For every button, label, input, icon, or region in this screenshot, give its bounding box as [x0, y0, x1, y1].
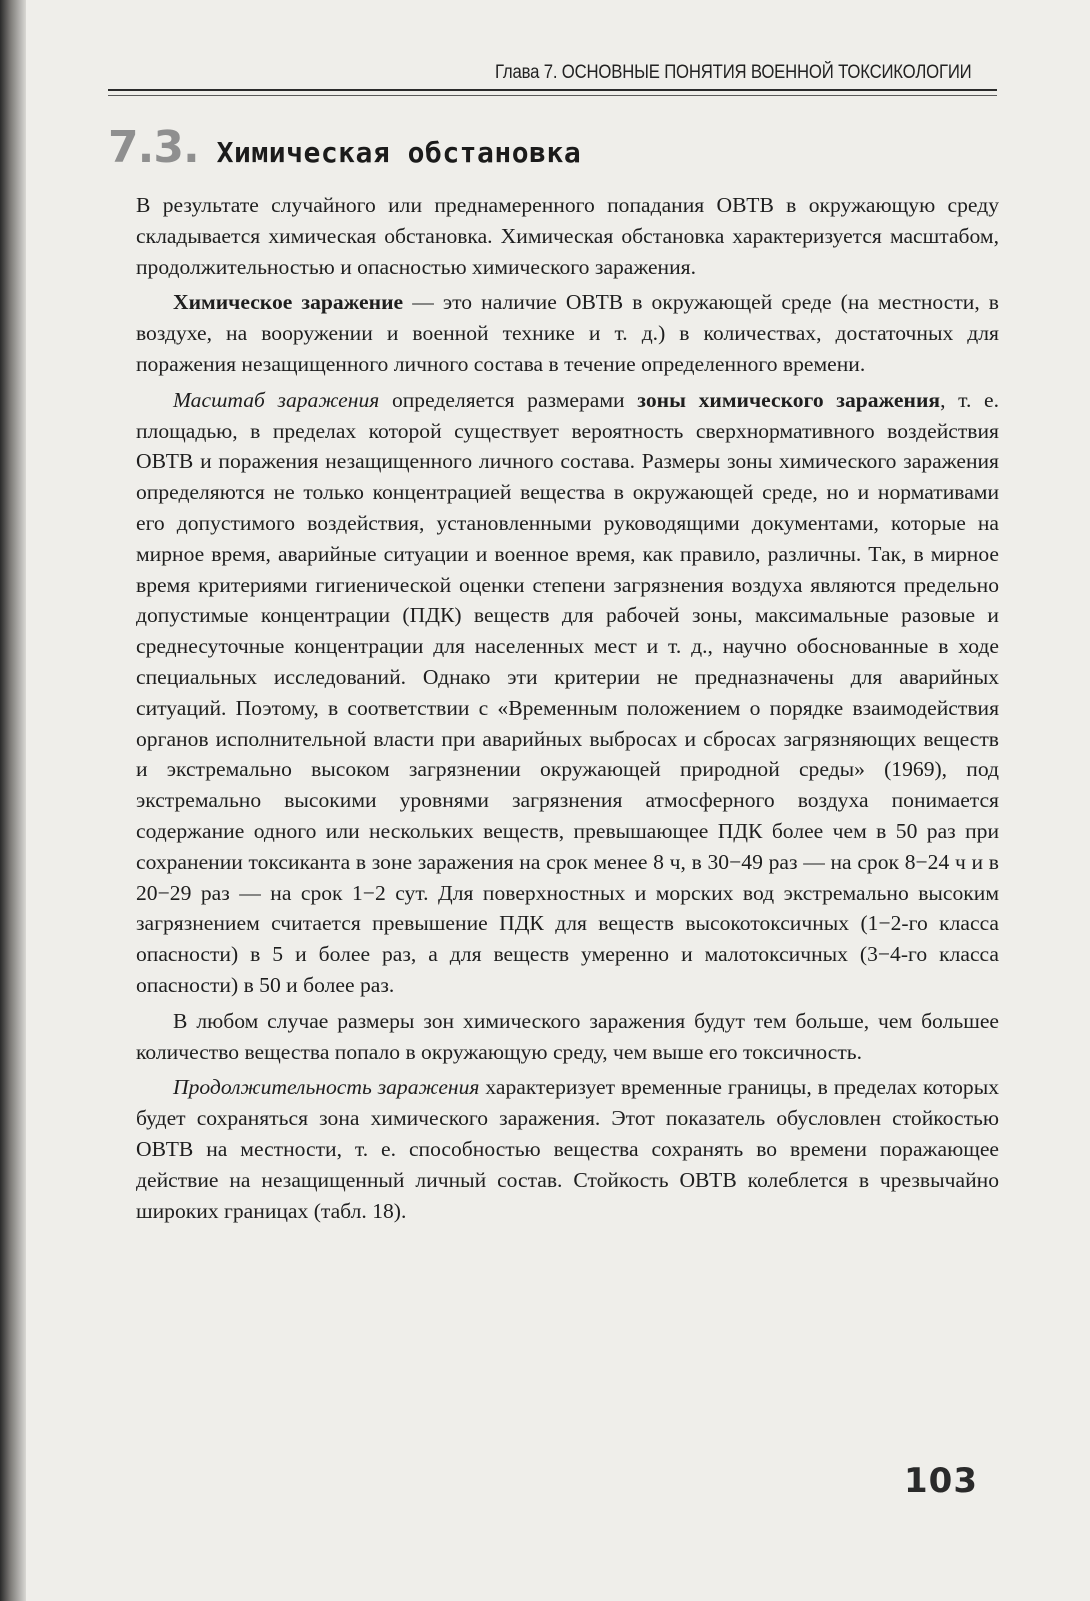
- term-contamination-scale: Масштаб заражения: [173, 387, 380, 412]
- paragraph-3: Масштаб заражения определяется размерами зоны химического заражения, т. е. площадью, в пределах которой существует вероятность сверхнормативного воздействия ОВТВ и поражения незащищенного личного состава. Размеры зоны химического заражения определяются не только концентрацией вещества в окружающей среде, но и нормативами его допустимого воздействия, установленными руководящими документами, которые на мирное время, аварийные ситуации и военное время, как правило, различны. Так, в мирное время критериями гигиенической оценки степени загрязнения воздуха являются предельно допустимые концентрации (ПДК) веществ для рабочей зоны, максимальные разовые и среднесуточные концентрации для населенных мест и т. д., научно обоснованные в ходе специальных исследований. Однако эти критерии не предназначены для аварийных ситуаций. Поэтому, в соответствии с «Временным положением о порядке взаимодействия органов исполнительной власти при аварийных выбросах и сбросах загрязняющих веществ и экстремально высоком загрязнении окружающей природной среды» (1969), под экстремально высокими уровнями загрязнения атмосферного воздуха понимается содержание одного или нескольких веществ, превышающее ПДК более чем в 50 раз при сохранении токсиканта в зоне заражения на срок менее 8 ч, в 30−49 раз — на срок 8−24 ч и в 20−29 раз — на срок 1−2 сут. Для поверхностных и морских вод экстремально высоким загрязнением считается превышение ПДК для веществ высокотоксичных (1−2-го класса опасности) в 5 и более раз, а для веществ умеренно и малотоксичных (3−4-го класса опасности) в 50 и более раз.: [136, 387, 999, 997]
- page-number: 103: [904, 1461, 978, 1501]
- body-text: [136, 190, 999, 1231]
- term-contamination-zone: зоны химического заражения: [637, 387, 941, 412]
- section-title: Химическая обстановка: [216, 136, 582, 169]
- running-head: Глава 7. ОСНОВНЫЕ ПОНЯТИЯ ВОЕННОЙ ТОКСИКОЛОГИИ: [495, 62, 972, 83]
- section-heading: [108, 122, 581, 173]
- section-number: 7.3.: [108, 122, 199, 173]
- term-contamination-duration: Продолжительность заражения: [173, 1075, 480, 1100]
- book-page: [26, 0, 1090, 1601]
- paragraph-1: В результате случайного или преднамеренного попадания ОВТВ в окружающую среду складывается химическая обстановка. Химическая обстановка характеризуется масштабом, продолжительностью и опасностью химического заражения.: [136, 193, 999, 279]
- paragraph-5: Продолжительность заражения характеризует временные границы, в пределах которых будет сохраняться зона химического заражения. Этот показатель обусловлен стойкостью ОВТВ на местности, т. е. способностью вещества сохранять во времени поражающее действие на незащищенный личный состав. Стойкость ОВТВ колеблется в чрезвычайно широких границах (табл. 18).: [136, 1075, 999, 1223]
- header-rule: [108, 89, 997, 96]
- term-chemical-contamination: Химическое заражение: [173, 290, 404, 315]
- paragraph-2: Химическое заражение — это наличие ОВТВ в окружающей среде (на местности, в воздухе, на вооружении и военной технике и т. д.) в количествах, достаточных для поражения незащищенного личного состава в течение определенного времени.: [136, 290, 999, 376]
- paragraph-4: В любом случае размеры зон химического заражения будут тем больше, чем большее количество вещества попало в окружающую среду, чем выше его токсичность.: [136, 1008, 999, 1064]
- page-gutter-shadow: [0, 0, 26, 1601]
